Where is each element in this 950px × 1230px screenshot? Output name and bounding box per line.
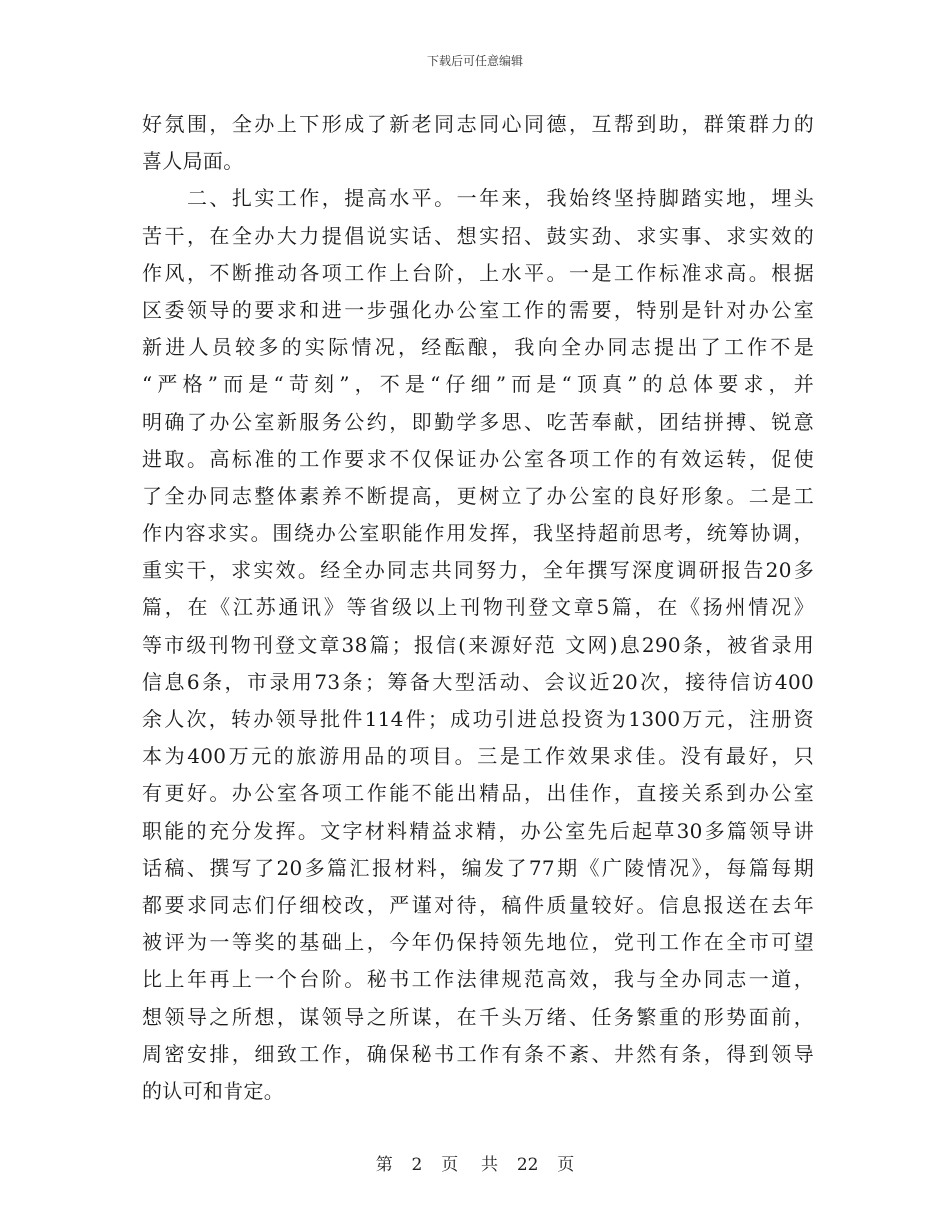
text-line: 新进人员较多的实际情况，经酝酿，我向全办同志提出了工作不是 <box>142 335 814 360</box>
footer-total-suffix: 页 <box>557 1155 575 1175</box>
text-line: 有更好。办公室各项工作能不能出精品，出佳作，直接关系到办公室 <box>142 781 814 806</box>
footer-page-prefix: 第 <box>375 1155 393 1175</box>
text-line: 比上年再上一个台阶。秘书工作法律规范高效，我与全办同志一道， <box>142 967 814 992</box>
text-line: 本为400万元的旅游用品的项目。三是工作效果求佳。没有最好，只 <box>142 744 814 769</box>
text-line: 重实干，求实效。经全办同志共同努力，全年撰写深度调研报告20多 <box>142 558 814 583</box>
text-line: 明确了办公室新服务公约，即勤学多思、吃苦奉献，团结拼搏、锐意 <box>142 409 814 434</box>
text-line: 话稿、撰写了20多篇汇报材料，编发了77期《广陵情况》，每篇每期 <box>142 855 814 880</box>
text-line: “严格”而是“苛刻”，不是“仔细”而是“顶真”的总体要求，并 <box>142 372 814 397</box>
page-header: 下载后可任意编辑 <box>426 54 523 68</box>
text-line: 作风，不断推动各项工作上台阶，上水平。一是工作标准求高。根据 <box>142 260 814 285</box>
text-line: 想领导之所想，谋领导之所谋，在千头万绪、任务繁重的形势面前， <box>142 1004 814 1029</box>
footer-current-page: 2 <box>411 1155 423 1175</box>
text-line: 职能的充分发挥。文字材料精益求精，办公室先后起草30多篇领导讲 <box>142 818 814 843</box>
text-line: 都要求同志们仔细校改，严谨对待，稿件质量较好。信息报送在去年 <box>142 892 814 917</box>
page-footer <box>0 1154 950 1176</box>
text-line: 苦干，在全办大力提倡说实话、想实招、鼓实劲、求实事、求实效的 <box>142 223 814 248</box>
text-line: 喜人局面。 <box>142 149 244 174</box>
text-line: 区委领导的要求和进一步强化办公室工作的需要，特别是针对办公室 <box>142 297 814 322</box>
text-line: 等市级刊物刊登文章38篇；报信(来源好范 文网)息290条，被省录用 <box>142 632 814 657</box>
footer-total-prefix: 共 <box>481 1155 498 1175</box>
text-line: 二、扎实工作，提高水平。一年来，我始终坚持脚踏实地，埋头 <box>142 186 814 211</box>
text-line: 信息6条，市录用73条；筹备大型活动、会议近20次，接待信访400 <box>142 669 814 694</box>
text-line: 的认可和肯定。 <box>142 1078 285 1103</box>
document-body <box>142 106 814 1110</box>
text-line: 作内容求实。围绕办公室职能作用发挥，我坚持超前思考，统筹协调， <box>142 521 814 546</box>
footer-page-word: 页 <box>441 1155 459 1175</box>
footer-total-pages: 22 <box>516 1155 539 1175</box>
text-line: 周密安排，细致工作，确保秘书工作有条不紊、井然有条，得到领导 <box>142 1041 814 1066</box>
text-line: 好氛围，全办上下形成了新老同志同心同德，互帮到助，群策群力的 <box>142 112 814 136</box>
text-line: 余人次，转办领导批件114件；成功引进总投资为1300万元，注册资 <box>142 707 814 731</box>
text-line: 被评为一等奖的基础上，今年仍保持领先地位，党刊工作在全市可望 <box>142 930 814 955</box>
text-line: 进取。高标准的工作要求不仅保证办公室各项工作的有效运转，促使 <box>142 446 814 471</box>
text-line: 了全办同志整体素养不断提高，更树立了办公室的良好形象。二是工 <box>142 483 814 508</box>
text-line: 篇，在《江苏通讯》等省级以上刊物刊登文章5篇，在《扬州情况》 <box>142 595 814 620</box>
